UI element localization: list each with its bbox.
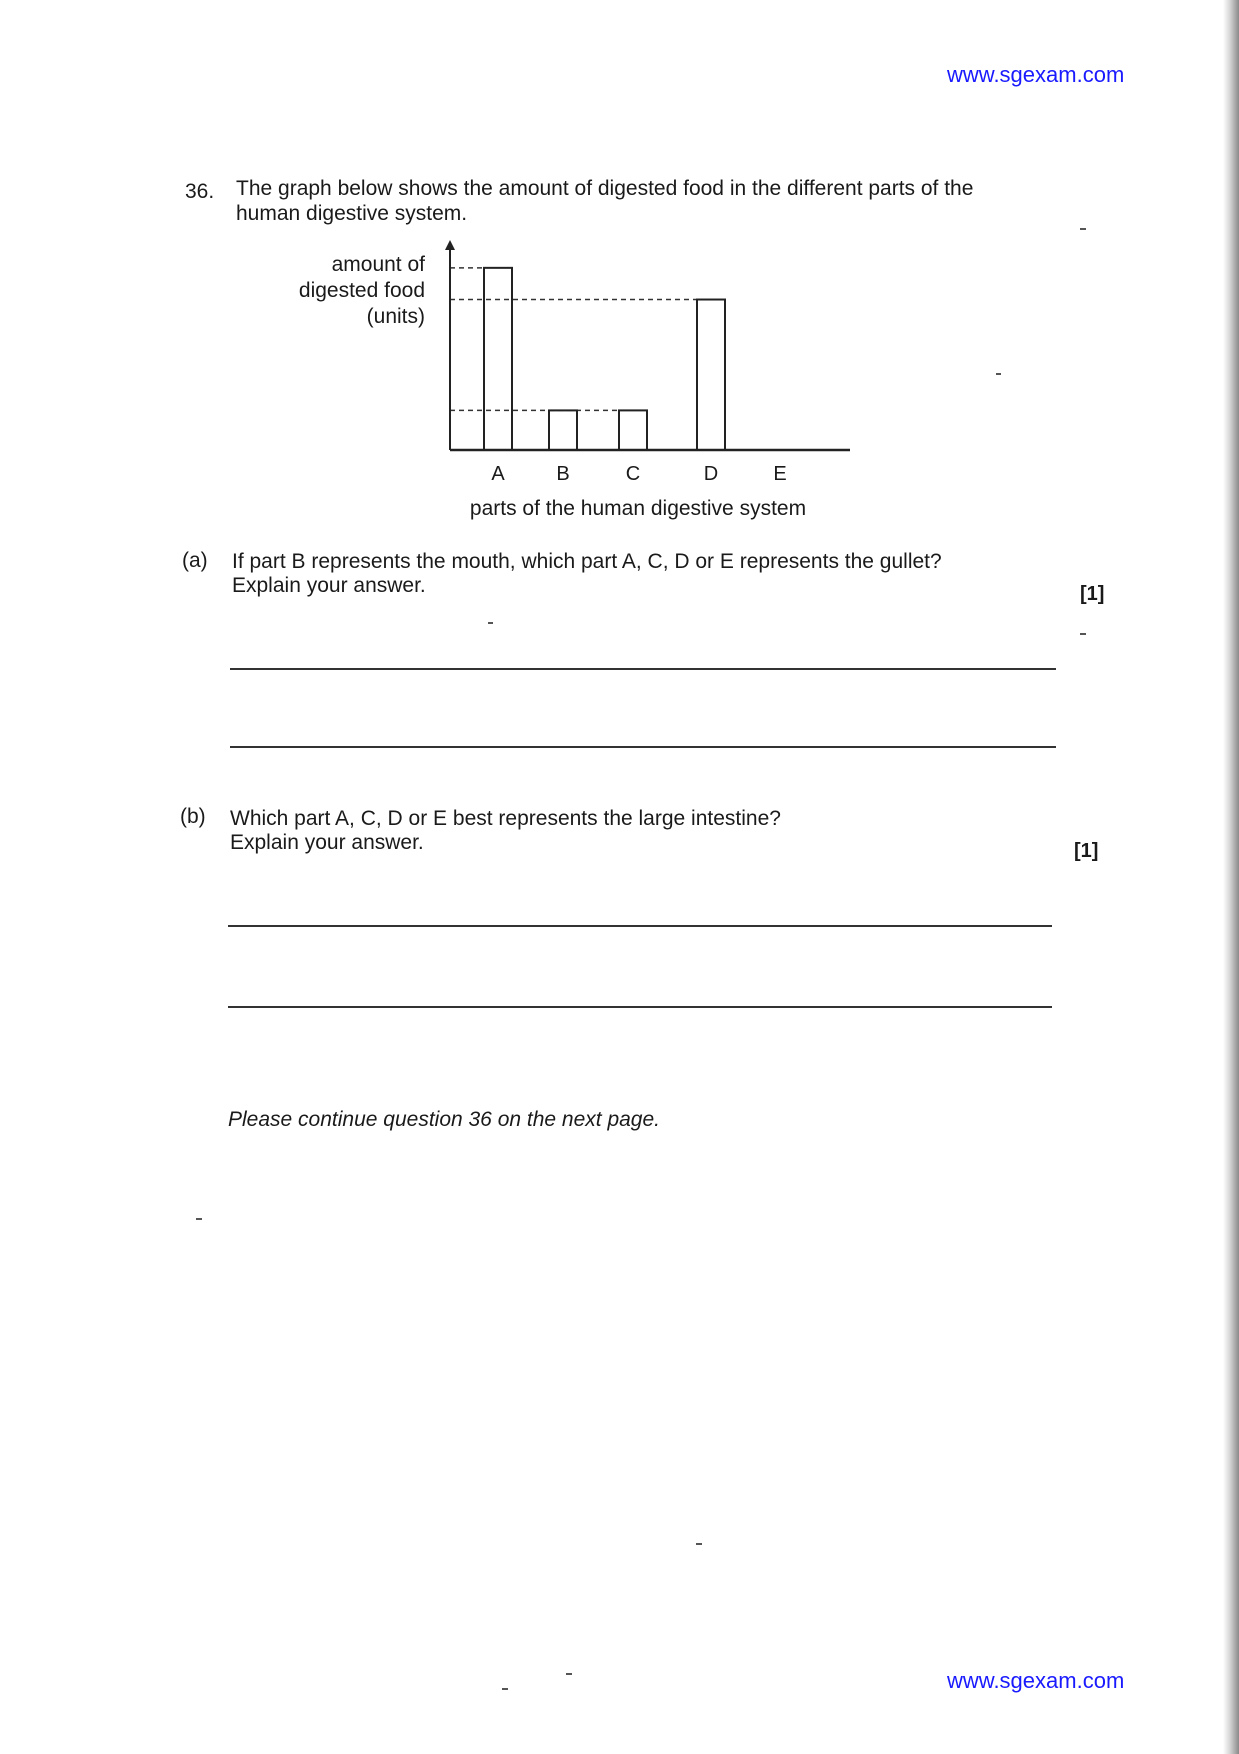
scan-speck bbox=[196, 1218, 202, 1220]
scan-speck bbox=[502, 1688, 508, 1690]
scan-speck bbox=[488, 622, 493, 624]
x-tick-label-A: A bbox=[491, 463, 505, 485]
part-a-answer-line-2[interactable] bbox=[230, 746, 1056, 748]
part-a-question-text: If part B represents the mouth, which part A, C, D or E represents the gullet? bbox=[232, 550, 942, 573]
part-a-label: (a) bbox=[182, 549, 208, 572]
scan-speck bbox=[1080, 228, 1086, 230]
bar-A bbox=[484, 268, 512, 450]
bar-D bbox=[697, 300, 725, 450]
x-tick-label-E: E bbox=[773, 463, 787, 485]
part-b-instruction: Explain your answer. bbox=[230, 831, 424, 854]
x-tick-label-D: D bbox=[703, 463, 719, 485]
scan-speck bbox=[1080, 633, 1086, 635]
header-site-link[interactable]: www.sgexam.com bbox=[947, 62, 1125, 87]
question-intro: The graph below shows the amount of digested food in the different parts of the human digestive system. bbox=[236, 177, 974, 225]
x-axis-label: parts of the human digestive system bbox=[469, 497, 807, 520]
y-axis-label-line: amount of bbox=[331, 253, 425, 276]
part-a-marks: [1] bbox=[1080, 583, 1105, 605]
bar-C bbox=[619, 410, 647, 450]
part-a-answer-line-1[interactable] bbox=[230, 668, 1056, 670]
part-b-question-text: Which part A, C, D or E best represents the large intestine? bbox=[230, 807, 781, 830]
scan-speck bbox=[696, 1543, 702, 1545]
y-axis-label-line: (units) bbox=[366, 305, 425, 328]
question-number: 36. bbox=[185, 180, 215, 203]
part-b-marks: [1] bbox=[1074, 840, 1099, 862]
scan-edge-shadow bbox=[1223, 0, 1239, 1754]
bar-chart bbox=[280, 240, 880, 530]
part-b-answer-line-1[interactable] bbox=[228, 925, 1052, 927]
part-b-label: (b) bbox=[180, 805, 206, 828]
part-b-answer-line-2[interactable] bbox=[228, 1006, 1052, 1008]
part-b-question bbox=[230, 807, 1090, 855]
part-a-question bbox=[232, 550, 1092, 598]
bar-B bbox=[549, 410, 577, 450]
x-tick-label-C: C bbox=[625, 463, 641, 485]
y-axis-arrowhead bbox=[445, 240, 455, 250]
continue-note: Please continue question 36 on the next page. bbox=[228, 1108, 660, 1131]
footer-site-link[interactable]: www.sgexam.com bbox=[947, 1668, 1125, 1693]
x-tick-label-B: B bbox=[556, 463, 570, 485]
scan-speck bbox=[996, 373, 1001, 375]
y-axis-label-line: digested food bbox=[298, 279, 425, 302]
part-a-instruction: Explain your answer. bbox=[232, 574, 426, 597]
scan-speck bbox=[566, 1673, 572, 1675]
